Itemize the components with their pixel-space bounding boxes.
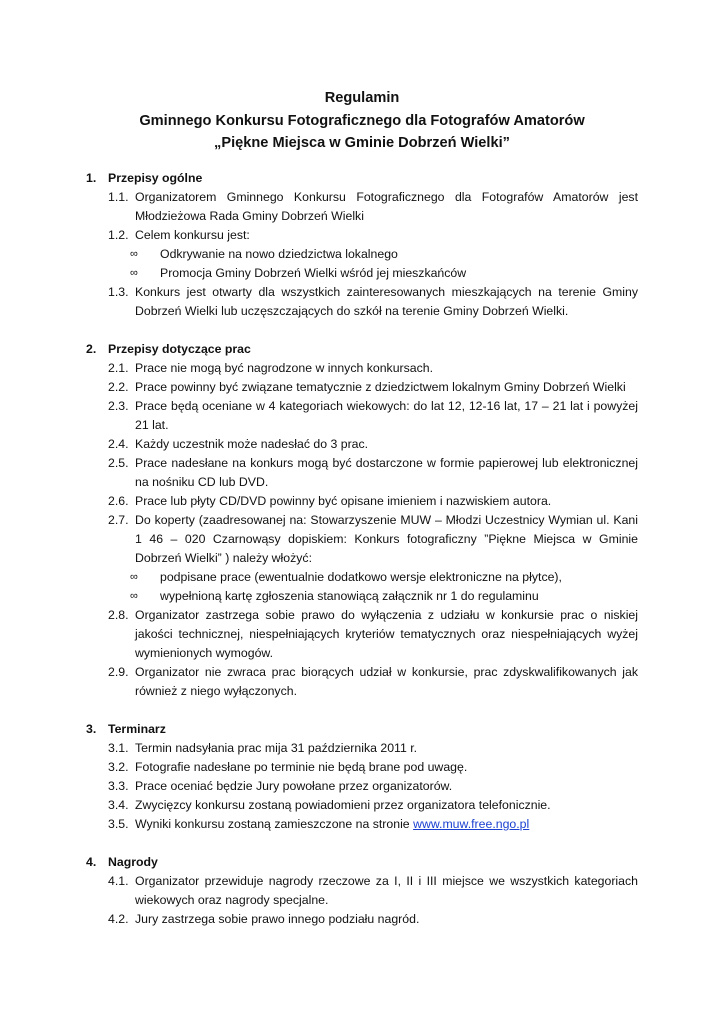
list-item — [86, 359, 638, 378]
infinity-bullet-icon: ∞ — [130, 571, 138, 583]
bullet-text: Odkrywanie na nowo dziedzictwa lokalnego — [160, 247, 398, 261]
list-item — [86, 663, 638, 701]
item-number: 1.1. — [108, 190, 129, 204]
infinity-bullet-icon: ∞ — [130, 248, 138, 260]
item-text: Prace nie mogą być nagrodzone w innych konkursach. — [135, 361, 434, 375]
list-item — [86, 815, 638, 834]
item-number: 2.8. — [108, 608, 129, 622]
item-number: 4.2. — [108, 912, 129, 926]
item-text: Organizator przewiduje nagrody rzeczowe za I, II i III miejsce we wszystkich kategoriach wiekowych oraz nagrody specjalne. — [135, 874, 638, 907]
section-heading — [86, 853, 638, 872]
section-work-rules — [86, 340, 638, 701]
bullet-text: podpisane prace (ewentualnie dodatkowo wersje elektroniczne na płytce), — [160, 570, 562, 584]
item-text: Prace powinny być związane tematycznie z dziedzictwem lokalnym Gminy Dobrzeń Wielki — [135, 380, 626, 394]
item-text: Prace oceniać będzie Jury powołane przez organizatorów. — [135, 779, 453, 793]
item-number: 3.3. — [108, 779, 129, 793]
item-number: 3.4. — [108, 798, 129, 812]
infinity-bullet-icon: ∞ — [130, 590, 138, 602]
section-number: 3. — [86, 722, 97, 736]
item-text: Zwycięzcy konkursu zostaną powiadomieni przez organizatora telefonicznie. — [135, 798, 551, 812]
section-prizes — [86, 853, 638, 929]
section-heading — [86, 720, 638, 739]
item-text: Organizator zastrzega sobie prawo do wyłączenia z udziału w konkursie prac o niskiej jakości technicznej, niespełniających kryteriów tematycznych oraz niespełniających wyżej wymienionych wymogów. — [135, 608, 638, 660]
item-number: 3.2. — [108, 760, 129, 774]
item-text: Do koperty (zaadresowanej na: Stowarzyszenie MUW – Młodzi Uczestnicy Wymian ul. Kani 1 46 – 020 Czarnowąsy dopiskiem: Konkurs fotograficzny ”Piękne Miejsca w Gminie Dobrzeń Wielki” ) należy włożyć: — [135, 513, 638, 565]
section-number: 1. — [86, 171, 97, 185]
title-line-1: Regulamin — [324, 90, 400, 106]
item-number: 2.6. — [108, 494, 129, 508]
infinity-bullet-icon: ∞ — [130, 267, 138, 279]
bullet-item — [86, 264, 638, 283]
document-title — [0, 87, 724, 155]
bullet-item — [86, 568, 638, 587]
item-text: Termin nadsyłania prac mija 31 października 2011 r. — [135, 741, 418, 755]
section-title: Przepisy dotyczące prac — [108, 342, 251, 356]
item-text: Organizatorem Gminnego Konkursu Fotograficznego dla Fotografów Amatorów jest Młodzieżowa Rada Gminy Dobrzeń Wielki — [135, 190, 638, 223]
item-number: 1.3. — [108, 285, 129, 299]
item-text: Prace będą oceniane w 4 kategoriach wiekowych: do lat 12, 12-16 lat, 17 – 21 lat i powyżej 21 lat. — [135, 399, 638, 432]
bullet-text: wypełnioną kartę zgłoszenia stanowiącą załącznik nr 1 do regulaminu — [160, 589, 539, 603]
item-text: Celem konkursu jest: — [135, 228, 250, 242]
item-number: 2.5. — [108, 456, 129, 470]
section-title: Terminarz — [108, 722, 166, 736]
section-number: 2. — [86, 342, 97, 356]
item-text: Jury zastrzega sobie prawo innego podziału nagród. — [135, 912, 420, 926]
list-item — [86, 758, 638, 777]
item-text: Każdy uczestnik może nadesłać do 3 prac. — [135, 437, 369, 451]
list-item — [86, 397, 638, 435]
list-item — [86, 283, 638, 321]
section-schedule — [86, 720, 638, 834]
item-text: Prace nadesłane na konkurs mogą być dostarczone w formie papierowej lub elektronicznej na nośniku CD lub DVD. — [135, 456, 638, 489]
bullet-item — [86, 245, 638, 264]
item-number: 2.1. — [108, 361, 129, 375]
section-heading — [86, 169, 638, 188]
item-text: Organizator nie zwraca prac biorących udział w konkursie, prac zdyskwalifikowanych jak również z niego wyłączonych. — [135, 665, 638, 698]
item-text: Wyniki konkursu zostaną zamieszczone na stronie — [135, 817, 414, 831]
list-item — [86, 454, 638, 492]
item-text: Fotografie nadesłane po terminie nie będą brane pod uwagę. — [135, 760, 468, 774]
list-item — [86, 872, 638, 910]
section-title: Nagrody — [108, 855, 158, 869]
list-item — [86, 606, 638, 663]
list-item — [86, 910, 638, 929]
item-number: 2.9. — [108, 665, 129, 679]
document-body — [86, 169, 638, 948]
section-general-rules — [86, 169, 638, 321]
item-number: 1.2. — [108, 228, 129, 242]
list-item — [86, 796, 638, 815]
item-number: 4.1. — [108, 874, 129, 888]
list-item — [86, 511, 638, 568]
bullet-text: Promocja Gminy Dobrzeń Wielki wśród jej mieszkańców — [160, 266, 467, 280]
item-text: Prace lub płyty CD/DVD powinny być opisane imieniem i nazwiskiem autora. — [135, 494, 552, 508]
item-number: 2.3. — [108, 399, 129, 413]
list-item — [86, 378, 638, 397]
section-number: 4. — [86, 855, 97, 869]
item-text: Konkurs jest otwarty dla wszystkich zainteresowanych mieszkających na terenie Gminy Dobrzeń Wielki lub uczęszczających do szkół na terenie Gminy Dobrzeń Wielki. — [135, 285, 638, 318]
list-item — [86, 739, 638, 758]
item-number: 2.2. — [108, 380, 129, 394]
item-number: 2.4. — [108, 437, 129, 451]
section-heading — [86, 340, 638, 359]
list-item — [86, 435, 638, 454]
list-item — [86, 777, 638, 796]
title-line-3: „Piękne Miejsca w Gminie Dobrzeń Wielki” — [214, 135, 510, 151]
bullet-item — [86, 587, 638, 606]
list-item — [86, 188, 638, 226]
results-website-link[interactable]: www.muw.free.ngo.pl — [413, 817, 530, 831]
item-number: 3.5. — [108, 817, 129, 831]
item-number: 3.1. — [108, 741, 129, 755]
section-title: Przepisy ogólne — [108, 171, 203, 185]
item-number: 2.7. — [108, 513, 129, 527]
list-item — [86, 226, 638, 245]
list-item — [86, 492, 638, 511]
title-line-2: Gminnego Konkursu Fotograficznego dla Fotografów Amatorów — [139, 112, 585, 129]
